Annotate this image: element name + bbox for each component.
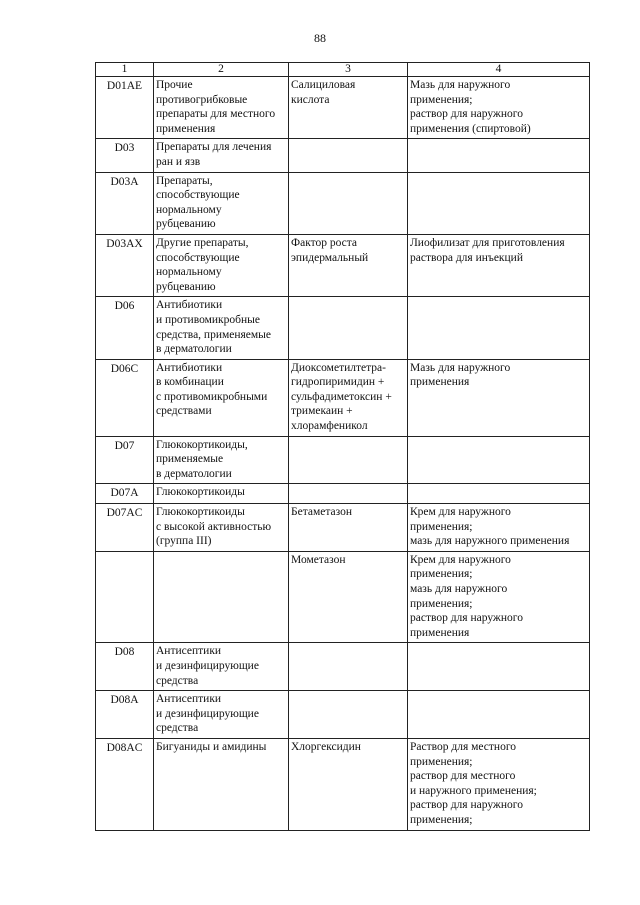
table-row	[96, 436, 590, 484]
table-row	[96, 359, 590, 436]
atc-code-cell: D03	[96, 139, 154, 172]
table-row	[96, 691, 590, 739]
anatomical-group-cell: Бигуаниды и амидины	[154, 738, 289, 830]
atc-code-cell	[96, 551, 154, 643]
anatomical-group-cell: Глюкокортикоиды, применяемые в дерматологии	[154, 436, 289, 484]
atc-code-cell: D07	[96, 436, 154, 484]
substance-cell	[289, 297, 408, 359]
substance-cell	[289, 139, 408, 172]
anatomical-group-cell: Глюкокортикоиды с высокой активностью (группа III)	[154, 504, 289, 552]
atc-code-cell: D07A	[96, 484, 154, 504]
table-row	[96, 484, 590, 504]
table-row	[96, 77, 590, 139]
column-header: 2	[154, 63, 289, 77]
substance-cell	[289, 643, 408, 691]
page-number: 88	[314, 31, 326, 45]
dosage-form-cell: Крем для наружного применения; мазь для наружного применения; раствор для наружного применения	[408, 551, 590, 643]
dosage-form-cell: Мазь для наружного применения; раствор для наружного применения (спиртовой)	[408, 77, 590, 139]
atc-code-cell: D03AX	[96, 234, 154, 296]
atc-code-cell: D08AC	[96, 738, 154, 830]
table-row	[96, 643, 590, 691]
dosage-form-cell: Раствор для местного применения; раствор для местного и наружного применения; раствор для наружного применения;	[408, 738, 590, 830]
atc-code-cell: D08A	[96, 691, 154, 739]
dosage-form-cell: Мазь для наружного применения	[408, 359, 590, 436]
anatomical-group-cell: Антисептики и дезинфицирующие средства	[154, 691, 289, 739]
anatomical-group-cell: Препараты для лечения ран и язв	[154, 139, 289, 172]
substance-cell	[289, 484, 408, 504]
dosage-form-cell	[408, 484, 590, 504]
column-header: 1	[96, 63, 154, 77]
dosage-form-cell	[408, 691, 590, 739]
substance-cell: Бетаметазон	[289, 504, 408, 552]
column-header: 4	[408, 63, 590, 77]
anatomical-group-cell: Препараты, способствующие нормальному рубцеванию	[154, 172, 289, 234]
anatomical-group-cell: Прочие противогрибковые препараты для местного применения	[154, 77, 289, 139]
anatomical-group-cell: Антибиотики и противомикробные средства, применяемые в дерматологии	[154, 297, 289, 359]
substance-cell: Мометазон	[289, 551, 408, 643]
atc-code-cell: D03A	[96, 172, 154, 234]
table-row	[96, 504, 590, 552]
dosage-form-cell: Крем для наружного применения; мазь для наружного применения	[408, 504, 590, 552]
dosage-form-cell	[408, 297, 590, 359]
table-row	[96, 738, 590, 830]
anatomical-group-cell: Другие препараты, способствующие нормальному рубцеванию	[154, 234, 289, 296]
substance-cell	[289, 691, 408, 739]
dosage-form-cell	[408, 139, 590, 172]
substance-cell: Хлоргексидин	[289, 738, 408, 830]
table-row	[96, 172, 590, 234]
atc-code-cell: D07AC	[96, 504, 154, 552]
table-row	[96, 139, 590, 172]
substance-cell: Диоксометилтетра- гидропиримидин + сульфадиметоксин + тримекаин + хлорамфеникол	[289, 359, 408, 436]
atc-code-cell: D01AE	[96, 77, 154, 139]
anatomical-group-cell: Антибиотики в комбинации с противомикробными средствами	[154, 359, 289, 436]
table-header-row	[96, 63, 590, 77]
atc-code-cell: D06C	[96, 359, 154, 436]
anatomical-group-cell: Антисептики и дезинфицирующие средства	[154, 643, 289, 691]
dosage-form-cell	[408, 643, 590, 691]
substance-cell	[289, 436, 408, 484]
drug-classification-table	[95, 62, 590, 831]
atc-code-cell: D06	[96, 297, 154, 359]
table-row	[96, 551, 590, 643]
substance-cell	[289, 172, 408, 234]
dosage-form-cell: Лиофилизат для приготовления раствора для инъекций	[408, 234, 590, 296]
dosage-form-cell	[408, 436, 590, 484]
anatomical-group-cell: Глюкокортикоиды	[154, 484, 289, 504]
column-header: 3	[289, 63, 408, 77]
table-row	[96, 297, 590, 359]
substance-cell: Фактор роста эпидермальный	[289, 234, 408, 296]
substance-cell: Салициловая кислота	[289, 77, 408, 139]
atc-code-cell: D08	[96, 643, 154, 691]
table-row	[96, 234, 590, 296]
dosage-form-cell	[408, 172, 590, 234]
anatomical-group-cell	[154, 551, 289, 643]
